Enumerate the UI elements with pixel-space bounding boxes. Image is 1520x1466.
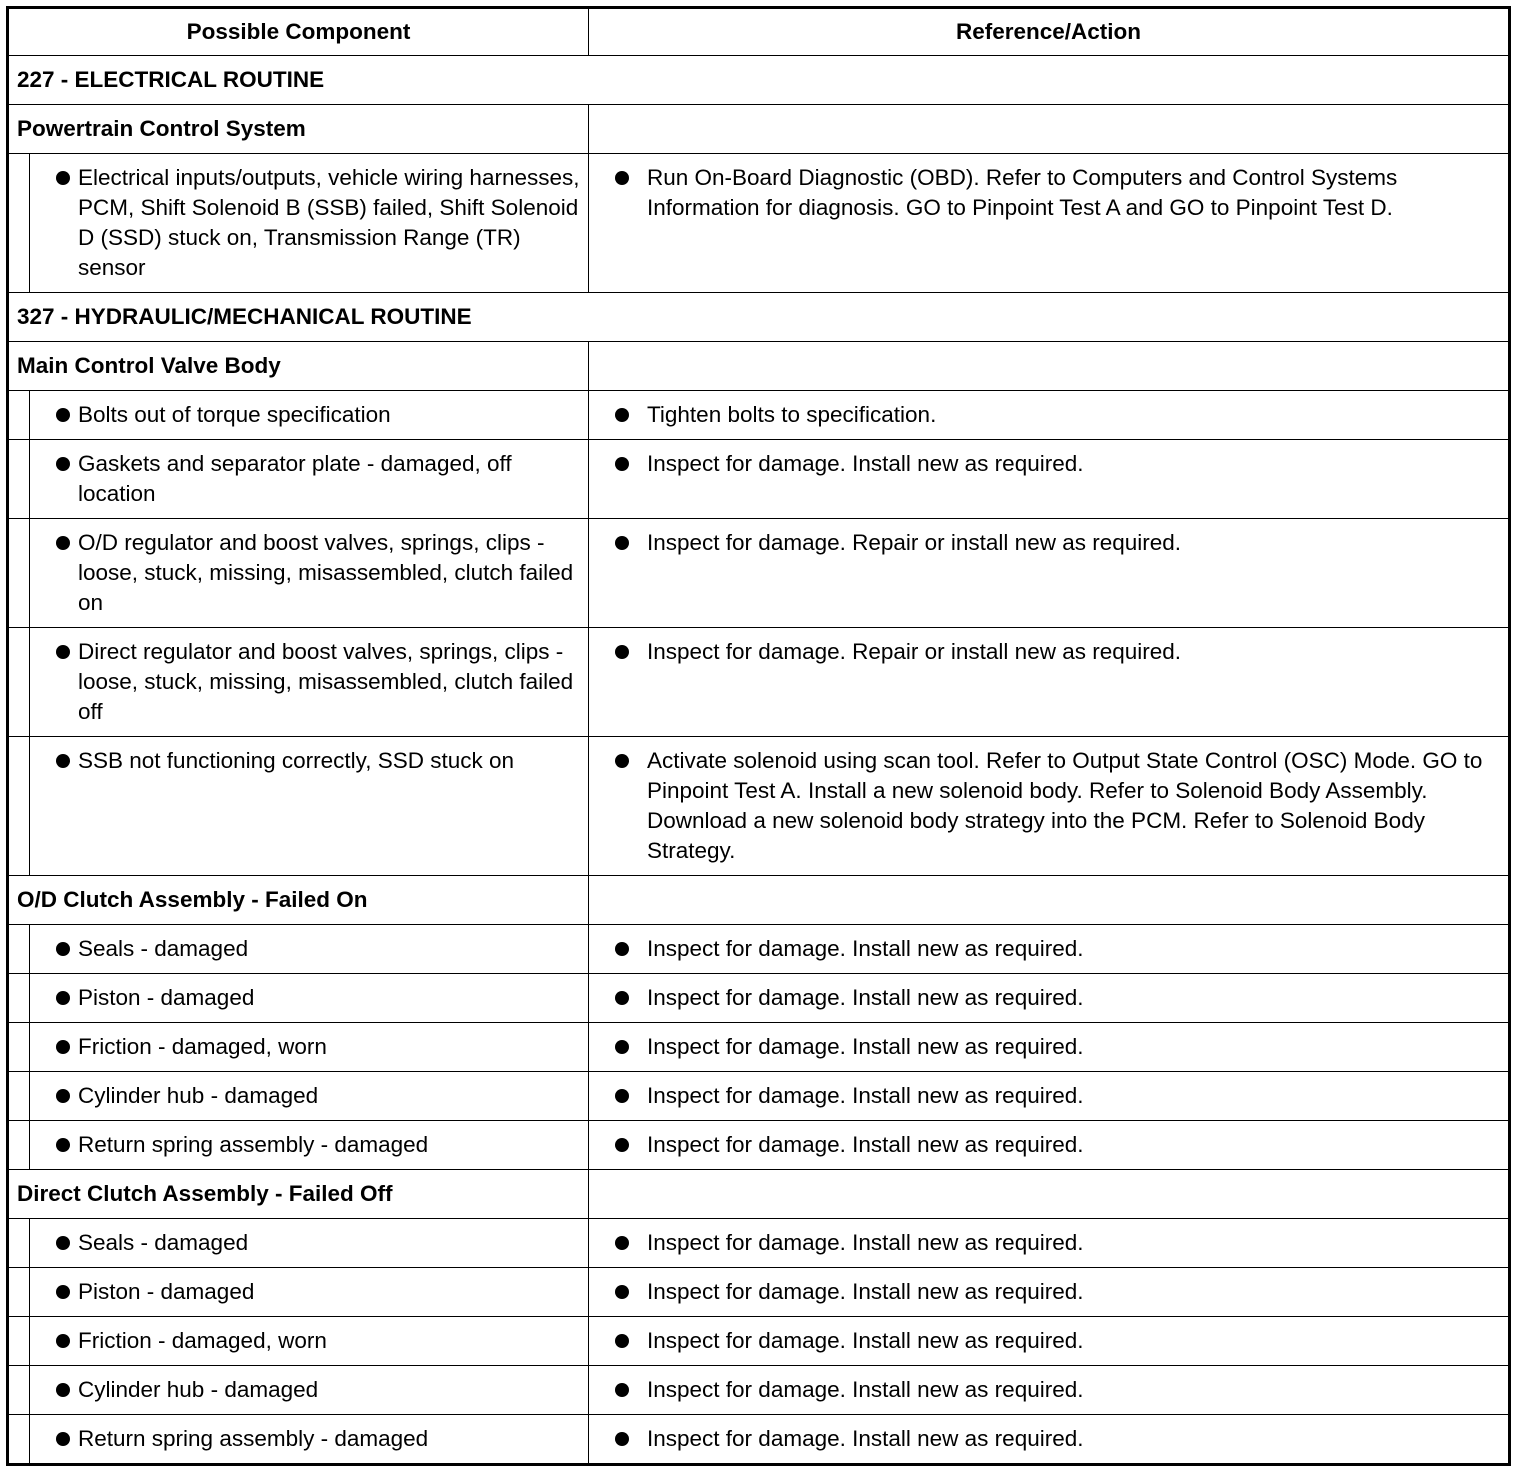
header-possible-component: Possible Component: [8, 8, 589, 56]
component-cell: [30, 925, 589, 974]
bullet-icon: [56, 1334, 70, 1348]
indent-gutter: [8, 1072, 30, 1121]
table-row: [8, 391, 1510, 440]
bullet-icon: [56, 536, 70, 550]
component-cell: [30, 391, 589, 440]
action-cell: [589, 1219, 1510, 1268]
component-text: Friction - damaged, worn: [78, 1328, 327, 1353]
action-text: Inspect for damage. Install new as required.: [647, 936, 1084, 961]
table-body: [8, 56, 1510, 1465]
action-text: Inspect for damage. Install new as required.: [647, 1377, 1084, 1402]
component-text: Piston - damaged: [78, 985, 255, 1010]
table-row: [8, 925, 1510, 974]
bullet-icon: [56, 1285, 70, 1299]
group-title: Direct Clutch Assembly - Failed Off: [8, 1170, 589, 1219]
component-text: Seals - damaged: [78, 1230, 249, 1255]
action-text: Run On-Board Diagnostic (OBD). Refer to Computers and Control Systems Information for diagnosis. GO to Pinpoint Test A and GO to Pinpoint Test D.: [647, 165, 1398, 220]
action-text: Inspect for damage. Install new as required.: [647, 451, 1084, 476]
group-row: [8, 105, 1510, 154]
table-row: [8, 519, 1510, 628]
bullet-icon: [615, 1432, 629, 1446]
component-cell: [30, 1121, 589, 1170]
group-row: [8, 1170, 1510, 1219]
component-text: Seals - damaged: [78, 936, 249, 961]
group-title: O/D Clutch Assembly - Failed On: [8, 876, 589, 925]
bullet-icon: [56, 1236, 70, 1250]
indent-gutter: [8, 519, 30, 628]
bullet-icon: [615, 1285, 629, 1299]
table-row: [8, 1317, 1510, 1366]
action-text: Inspect for damage. Repair or install new as required.: [647, 530, 1182, 555]
action-text: Inspect for damage. Install new as required.: [647, 1426, 1084, 1451]
bullet-icon: [615, 942, 629, 956]
component-text: Cylinder hub - damaged: [78, 1377, 319, 1402]
action-text: Inspect for damage. Install new as required.: [647, 1279, 1084, 1304]
group-title: Main Control Valve Body: [8, 342, 589, 391]
action-cell: [589, 154, 1510, 293]
component-cell: [30, 1023, 589, 1072]
table-row: [8, 1219, 1510, 1268]
bullet-icon: [615, 1138, 629, 1152]
group-title: Powertrain Control System: [8, 105, 589, 154]
action-cell: [589, 925, 1510, 974]
header-row: [8, 8, 1510, 56]
group-blank-cell: [589, 876, 1510, 925]
bullet-icon: [56, 408, 70, 422]
action-text: Tighten bolts to specification.: [647, 402, 937, 427]
component-text: Bolts out of torque specification: [78, 402, 391, 427]
bullet-icon: [615, 991, 629, 1005]
table-row: [8, 1366, 1510, 1415]
indent-gutter: [8, 154, 30, 293]
component-text: Return spring assembly - damaged: [78, 1132, 429, 1157]
indent-gutter: [8, 1121, 30, 1170]
diagnosis-table: [6, 6, 1511, 1466]
bullet-icon: [56, 1383, 70, 1397]
group-blank-cell: [589, 1170, 1510, 1219]
routine-title: 227 - ELECTRICAL ROUTINE: [8, 56, 1510, 105]
bullet-icon: [56, 1432, 70, 1446]
indent-gutter: [8, 1415, 30, 1465]
bullet-icon: [615, 408, 629, 422]
group-blank-cell: [589, 105, 1510, 154]
component-text: Return spring assembly - damaged: [78, 1426, 429, 1451]
table-row: [8, 1415, 1510, 1465]
bullet-icon: [615, 754, 629, 768]
action-cell: [589, 391, 1510, 440]
bullet-icon: [615, 1334, 629, 1348]
action-cell: [589, 440, 1510, 519]
bullet-icon: [615, 645, 629, 659]
bullet-icon: [56, 1089, 70, 1103]
component-text: Electrical inputs/outputs, vehicle wiring harnesses, PCM, Shift Solenoid B (SSB) failed, Shift Solenoid D (SSD) stuck on, Transmission Range (TR) sensor: [78, 165, 580, 280]
table-row: [8, 440, 1510, 519]
indent-gutter: [8, 1317, 30, 1366]
component-cell: [30, 154, 589, 293]
component-text: O/D regulator and boost valves, springs, clips - loose, stuck, missing, misassembled, clutch failed on: [78, 530, 574, 615]
bullet-icon: [615, 1040, 629, 1054]
indent-gutter: [8, 1219, 30, 1268]
bullet-icon: [56, 1040, 70, 1054]
component-text: Friction - damaged, worn: [78, 1034, 327, 1059]
component-text: Cylinder hub - damaged: [78, 1083, 319, 1108]
group-row: [8, 876, 1510, 925]
header-reference-action: Reference/Action: [589, 8, 1510, 56]
action-cell: [589, 1023, 1510, 1072]
action-text: Inspect for damage. Install new as required.: [647, 1083, 1084, 1108]
bullet-icon: [56, 645, 70, 659]
action-text: Inspect for damage. Install new as required.: [647, 985, 1084, 1010]
action-text: Inspect for damage. Repair or install new as required.: [647, 639, 1182, 664]
component-cell: [30, 440, 589, 519]
component-cell: [30, 1268, 589, 1317]
indent-gutter: [8, 1023, 30, 1072]
routine-title: 327 - HYDRAULIC/MECHANICAL ROUTINE: [8, 293, 1510, 342]
table-row: [8, 628, 1510, 737]
table-row: [8, 737, 1510, 876]
action-text: Activate solenoid using scan tool. Refer to Output State Control (OSC) Mode. GO to Pinpoint Test A. Install a new solenoid body. Refer to Solenoid Body Assembly. Download a new solenoid body strategy into the PCM. Refer to Solenoid Body Strategy.: [647, 748, 1483, 863]
action-cell: [589, 1415, 1510, 1465]
component-cell: [30, 628, 589, 737]
bullet-icon: [56, 1138, 70, 1152]
action-cell: [589, 737, 1510, 876]
action-cell: [589, 1268, 1510, 1317]
action-cell: [589, 519, 1510, 628]
routine-row: [8, 56, 1510, 105]
indent-gutter: [8, 391, 30, 440]
component-cell: [30, 1366, 589, 1415]
action-text: Inspect for damage. Install new as required.: [647, 1230, 1084, 1255]
routine-row: [8, 293, 1510, 342]
component-cell: [30, 1072, 589, 1121]
table-row: [8, 1072, 1510, 1121]
bullet-icon: [56, 457, 70, 471]
indent-gutter: [8, 628, 30, 737]
table-row: [8, 974, 1510, 1023]
component-text: Direct regulator and boost valves, springs, clips - loose, stuck, missing, misassembled, clutch failed off: [78, 639, 574, 724]
action-cell: [589, 974, 1510, 1023]
table-row: [8, 1023, 1510, 1072]
action-cell: [589, 628, 1510, 737]
component-cell: [30, 519, 589, 628]
bullet-icon: [615, 171, 629, 185]
indent-gutter: [8, 737, 30, 876]
table-row: [8, 1121, 1510, 1170]
component-cell: [30, 1317, 589, 1366]
bullet-icon: [56, 942, 70, 956]
table-row: [8, 1268, 1510, 1317]
table-row: [8, 154, 1510, 293]
action-cell: [589, 1072, 1510, 1121]
component-cell: [30, 737, 589, 876]
bullet-icon: [615, 536, 629, 550]
group-blank-cell: [589, 342, 1510, 391]
indent-gutter: [8, 925, 30, 974]
action-text: Inspect for damage. Install new as required.: [647, 1328, 1084, 1353]
action-cell: [589, 1121, 1510, 1170]
action-cell: [589, 1366, 1510, 1415]
action-text: Inspect for damage. Install new as required.: [647, 1132, 1084, 1157]
indent-gutter: [8, 1366, 30, 1415]
bullet-icon: [615, 1236, 629, 1250]
component-text: Piston - damaged: [78, 1279, 255, 1304]
bullet-icon: [56, 171, 70, 185]
component-cell: [30, 1415, 589, 1465]
bullet-icon: [615, 1089, 629, 1103]
component-text: SSB not functioning correctly, SSD stuck on: [78, 748, 515, 773]
bullet-icon: [615, 1383, 629, 1397]
bullet-icon: [615, 457, 629, 471]
bullet-icon: [56, 991, 70, 1005]
component-cell: [30, 974, 589, 1023]
component-text: Gaskets and separator plate - damaged, off location: [78, 451, 512, 506]
action-cell: [589, 1317, 1510, 1366]
indent-gutter: [8, 440, 30, 519]
indent-gutter: [8, 974, 30, 1023]
action-text: Inspect for damage. Install new as required.: [647, 1034, 1084, 1059]
indent-gutter: [8, 1268, 30, 1317]
group-row: [8, 342, 1510, 391]
bullet-icon: [56, 754, 70, 768]
component-cell: [30, 1219, 589, 1268]
